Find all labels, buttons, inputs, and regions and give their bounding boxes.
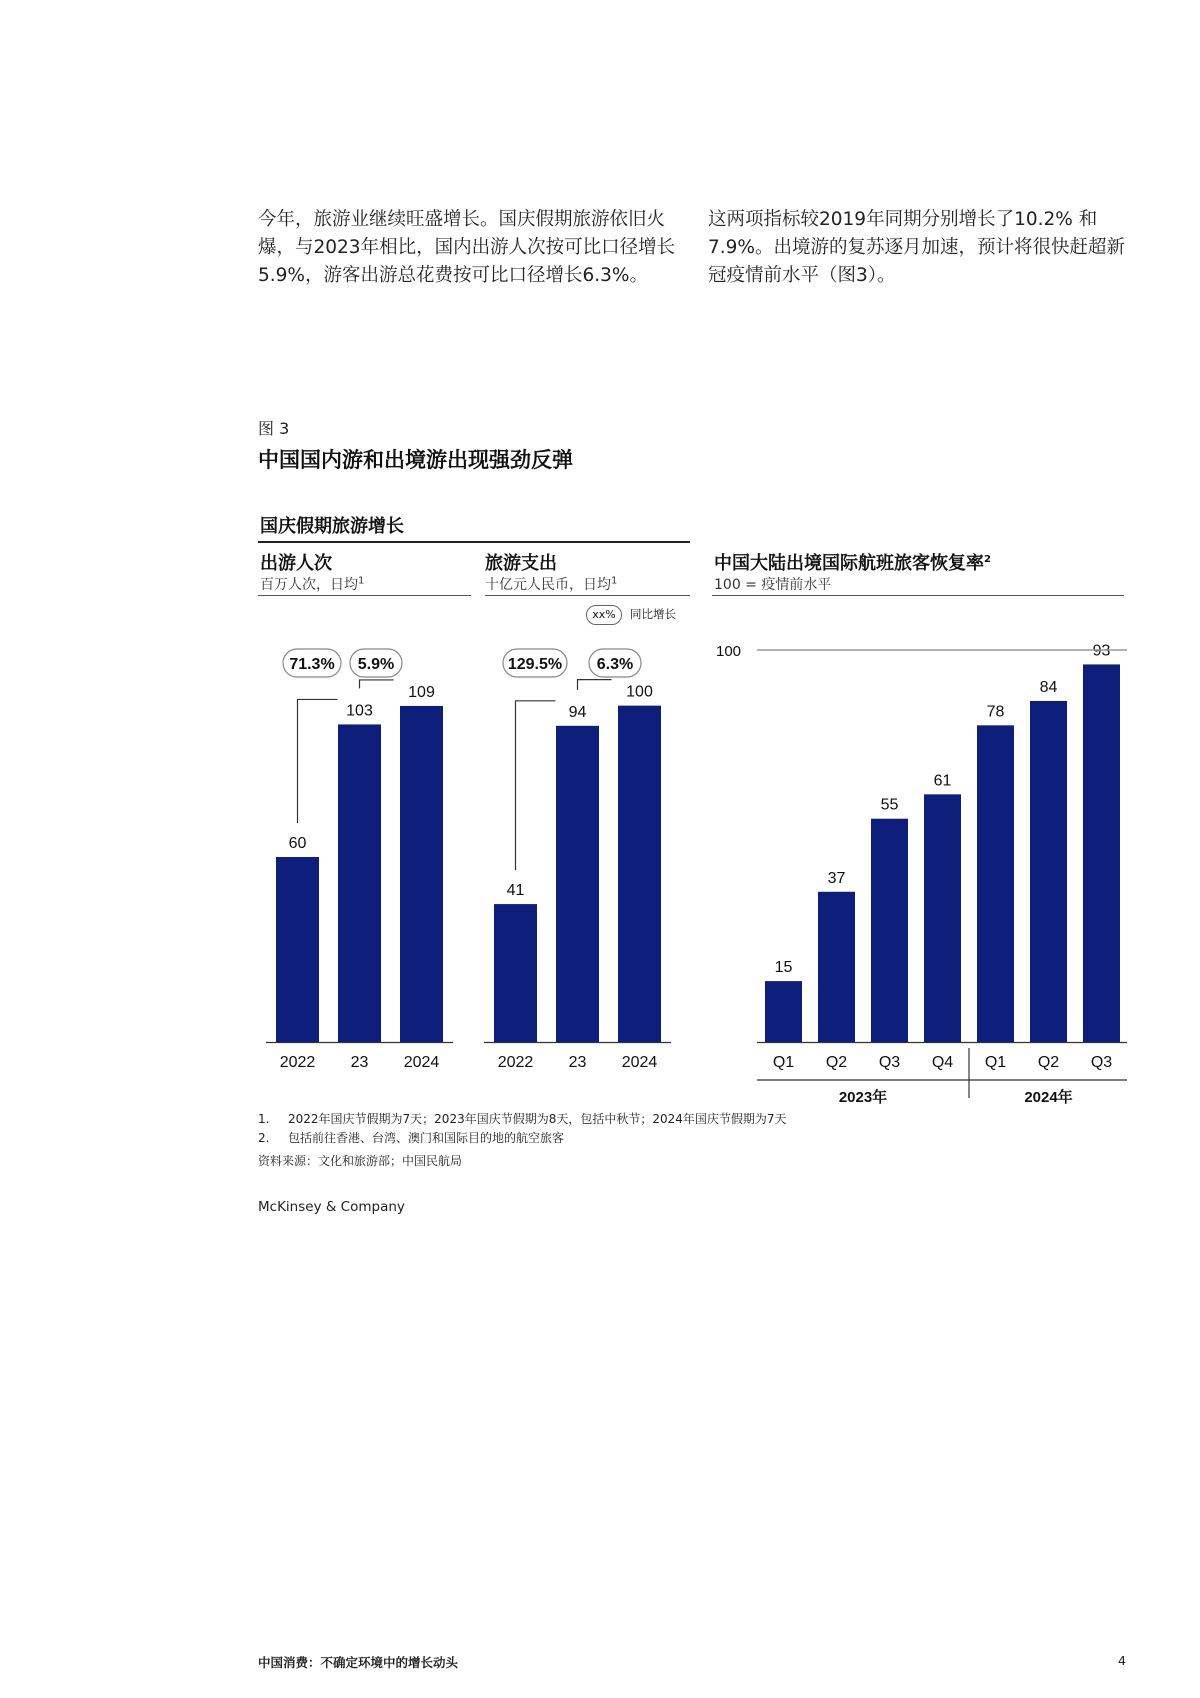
section-title: 国庆假期旅游增长 (260, 516, 404, 537)
page-number: 4 (1118, 1653, 1126, 1668)
chart2-bar (556, 726, 599, 1042)
chart3-category-label: Q4 (931, 1054, 954, 1071)
chart3-value-label: 93 (1092, 642, 1111, 660)
chart3-subtitle: 100 = 疫情前水平 (714, 577, 832, 593)
chart3-reference-label: 100 (716, 643, 742, 660)
chart3-category-label: Q2 (825, 1054, 848, 1071)
chart1-growth-label: 5.9% (357, 656, 395, 673)
chart3-category-label: Q2 (1037, 1054, 1060, 1071)
chart1-bar (338, 724, 381, 1042)
chart3-bar (818, 892, 855, 1042)
chart3-value-label: 61 (933, 772, 952, 790)
chart3-bar (924, 794, 961, 1042)
chart3-value-label: 84 (1039, 678, 1058, 696)
chart3-category-label: Q3 (1090, 1054, 1113, 1071)
chart1-subtitle: 百万人次，日均$^1$ (260, 575, 365, 593)
chart3-group-label: 2023年 (838, 1089, 888, 1106)
chart3-group-label: 2024年 (1024, 1089, 1073, 1106)
chart1-growth-bracket (360, 680, 394, 689)
chart3-category-label: Q3 (878, 1054, 901, 1071)
chart2-category-label: 23 (568, 1054, 587, 1071)
chart3-category-label: Q1 (984, 1054, 1007, 1071)
chart2-value-label: 94 (568, 703, 587, 721)
brand-name: McKinsey & Company (258, 1199, 405, 1215)
chart2-growth-label: 129.5% (507, 656, 563, 673)
chart2-growth-bracket (516, 701, 556, 870)
body-paragraph-left: 今年，旅游业继续旺盛增长。国庆假期旅游依旧火 爆，与2023年相比，国内出游人次按可比口径增长 5.9%，游客出游总花费按可比口径增长6.3%。 (258, 209, 676, 286)
chart2-value-label: 100 (626, 683, 653, 701)
chart3-bar (977, 725, 1014, 1042)
footnote-2: 2. 包括前往香港、台湾、澳门和国际目的地的航空旅客 (258, 1131, 565, 1145)
chart2-category-label: 2022 (497, 1054, 534, 1071)
body-paragraph-right: 这两项指标较2019年同期分别增长了10.2% 和 7.9%。出境游的复苏逐月加速，预计将很快赶超新 冠疫情前水平（图3）。 (708, 209, 1126, 286)
chart2-value-label: 41 (506, 882, 525, 900)
chart1-title: 出游人次 (260, 553, 332, 574)
chart3-value-label: 37 (827, 869, 846, 887)
chart3-category-label: Q1 (772, 1054, 795, 1071)
chart2-bar (494, 904, 537, 1042)
legend-label: 同比增长 (630, 607, 676, 621)
chart3-bar (1030, 701, 1067, 1042)
source-note: 资料来源：文化和旅游部；中国民航局 (258, 1154, 463, 1168)
chart2-subtitle: 十亿元人民币，日均$^1$ (485, 575, 618, 593)
chart2-title: 旅游支出 (485, 553, 557, 574)
chart1-category-label: 23 (350, 1054, 369, 1071)
chart1-category-label: 2022 (279, 1054, 316, 1071)
chart1-value-label: 60 (288, 835, 307, 852)
chart1-category-label: 2024 (403, 1054, 440, 1071)
chart1-bar (276, 857, 319, 1042)
chart1-value-label: 103 (346, 702, 373, 720)
chart2-bar (618, 706, 661, 1042)
chart3-title: 中国大陆出境国际航班旅客恢复率$^2$ (714, 553, 991, 574)
chart3-value-label: 15 (774, 959, 793, 977)
chart3-bar (765, 981, 802, 1042)
legend-swatch: xx% (586, 605, 622, 625)
chart2-growth-bracket (578, 680, 612, 690)
page-footer-title: 中国消费：不确定环境中的增长动头 (258, 1655, 459, 1670)
figure-title: 中国国内游和出境游出现强劲反弹 (258, 448, 573, 472)
chart3-value-label: 55 (880, 796, 899, 814)
chart1-growth-label: 71.3% (289, 656, 335, 673)
figure-label: 图 3 (258, 419, 290, 438)
footnote-1: 1. 2022年国庆节假期为7天；2023年国庆节假期为8天，包括中秋节；2024年国庆节假期为7天 (258, 1112, 787, 1126)
chart2-category-label: 2024 (621, 1054, 658, 1071)
chart1-growth-bracket (298, 699, 338, 823)
chart1-value-label: 109 (408, 683, 435, 701)
chart3-bar (1083, 664, 1120, 1042)
chart3-bar (871, 819, 908, 1042)
chart1-bar (400, 706, 443, 1042)
chart3-value-label: 78 (986, 703, 1005, 721)
chart2-growth-label: 6.3% (596, 656, 634, 673)
